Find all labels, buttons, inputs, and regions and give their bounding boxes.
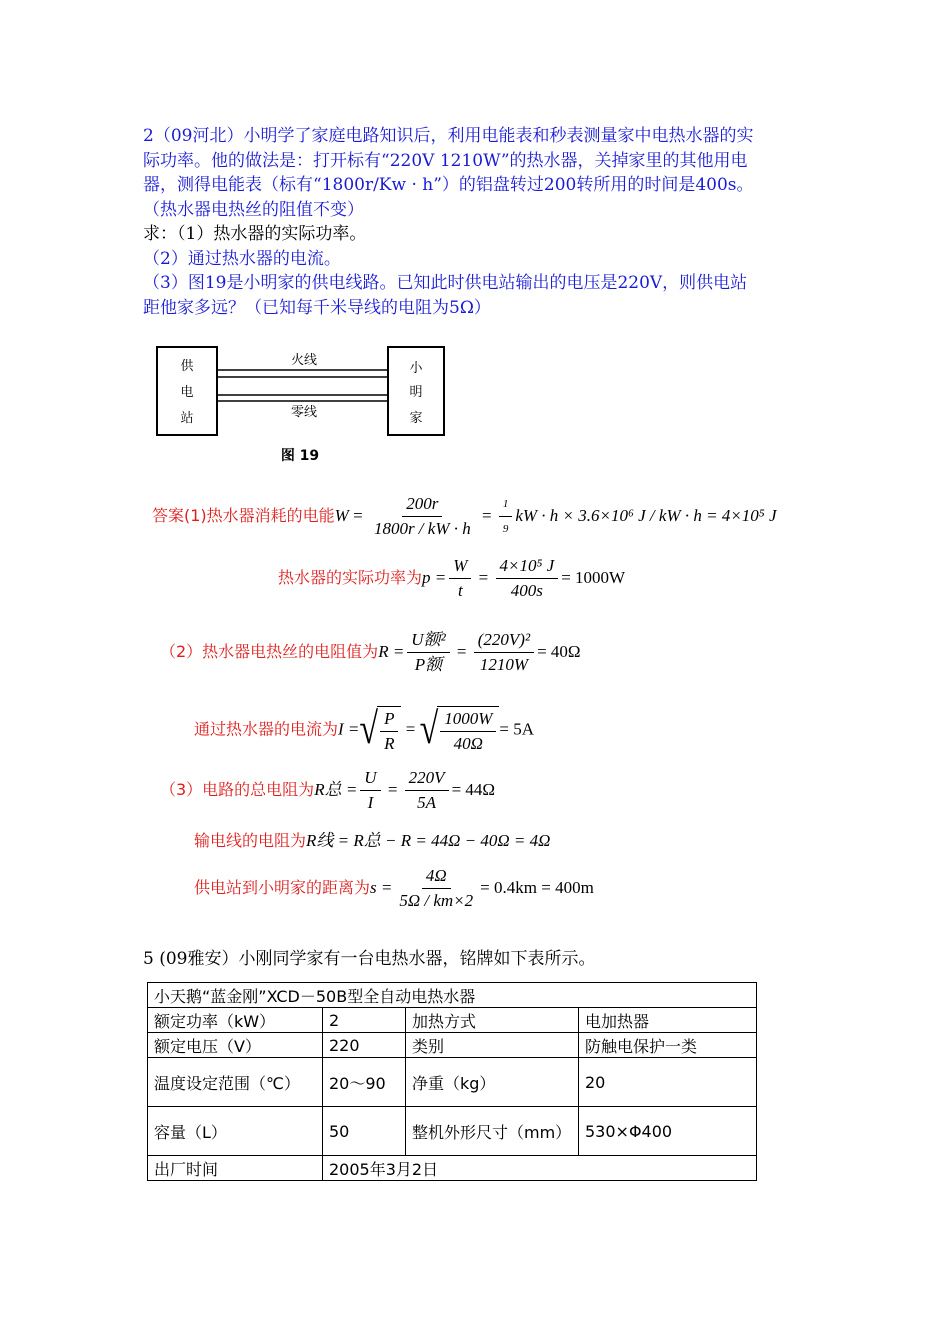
question-line: （2）通过热水器的电流。 [143,248,341,269]
live-wire-label: 火线 [290,353,318,368]
question-5-intro: 5 (09雅安）小刚同学家有一台电热水器，铭牌如下表所示。 [143,949,596,969]
table-title: 小天鹅“蓝金刚”XCD－50B型全自动电热水器 [148,983,757,1008]
home-label: 明 [409,385,423,400]
answer-1b-line: 热水器的实际功率为p = $\frac{W}{t}$ = $\frac{\text{4×10⁵ J}}{400s}$ = 1000W [278,556,626,600]
table-cell: 额定功率（kW） [148,1008,323,1033]
nameplate-table [147,982,757,1181]
answer-3c-line: 供电站到小明家的距离为s = $\frac{4\Omega}{5\Omega / km\times 2}$ = 0.4km = 400m [194,866,594,910]
table-row [148,983,757,1008]
table-cell: 电加热器 [579,1008,757,1033]
supply-circuit-diagram [156,342,446,472]
table-cell: 额定电压（V） [148,1033,323,1058]
table-cell: 530×Φ400 [579,1107,757,1156]
answer-2b-line: 通过热水器的电流为I = √ $\frac{P}{R}$ = √ $\frac{1000W}{40\Omega}$ = 5A [194,705,535,754]
table-cell: 2005年3月2日 [323,1156,757,1181]
home-label: 小 [409,361,423,376]
table-row [148,1058,757,1107]
table-cell: 2 [323,1008,406,1033]
table-row [148,1033,757,1058]
table-cell: 容量（L） [148,1107,323,1156]
table-cell: 20～90 [323,1058,406,1107]
answer-3b-line: 输电线的电阻为R线 = R总 − R = 44Ω − 40Ω = 4Ω [194,831,551,850]
station-label: 站 [180,411,194,426]
table-cell: 加热方式 [406,1008,579,1033]
table-cell: 220 [323,1033,406,1058]
table-cell: 20 [579,1058,757,1107]
station-label: 供 [180,359,194,374]
table-cell: 50 [323,1107,406,1156]
neutral-wire-label: 零线 [290,405,318,420]
question-line: （3）图19是小明家的供电线路。已知此时供电站输出的电压是220V，则供电站 [143,273,748,293]
station-label: 电 [180,385,194,400]
table-cell: 防触电保护一类 [579,1033,757,1058]
question-2 [143,124,823,320]
table-row [148,1008,757,1033]
figure-caption: 图 19 [280,448,320,464]
table-cell: 出厂时间 [148,1156,323,1181]
question-line: 际功率。他的做法是：打开标有“220V 1210W”的热水器，关掉家里的其他用电 [143,150,748,171]
question-line: 求：（1）热水器的实际功率。 [143,224,367,244]
question-line: 2（09河北）小明学了家庭电路知识后，利用电能表和秒表测量家中电热水器的实 [143,126,754,146]
answer-3a-line: （3）电路的总电阻为R总 = $\frac{U}{I}$ = $\frac{220V}{5A}$ = 44Ω [160,768,496,812]
question-line: 距他家多远？（已知每千米导线的电阻为5Ω） [143,297,491,318]
table-row [148,1107,757,1156]
answer-1-line: 答案(1)热水器消耗的电能W = $\frac{200r}{1800r / kW \cdot h}$ = $\frac{1}{9}$ kW · h × 3.6×10⁶ J / kW · h = 4×10⁵ J [152,494,777,538]
table-cell: 温度设定范围（℃） [148,1058,323,1107]
table-cell: 整机外形尺寸（mm） [406,1107,579,1156]
home-label: 家 [409,411,423,426]
answer-2a-line: （2）热水器电热丝的电阻值为R = $\frac{\text{U额²}}{\text{P额}}$ = $\frac{\text{(220V)²}}{1210W}$ = 40Ω [160,630,581,674]
table-row [148,1156,757,1181]
question-line: （热水器电热丝的阻值不变） [143,199,364,220]
table-cell: 类别 [406,1033,579,1058]
question-line: 器，测得电能表（标有“1800r/Kw · h”）的铝盘转过200转所用的时间是400s。 [143,175,754,195]
table-cell: 净重（kg） [406,1058,579,1107]
